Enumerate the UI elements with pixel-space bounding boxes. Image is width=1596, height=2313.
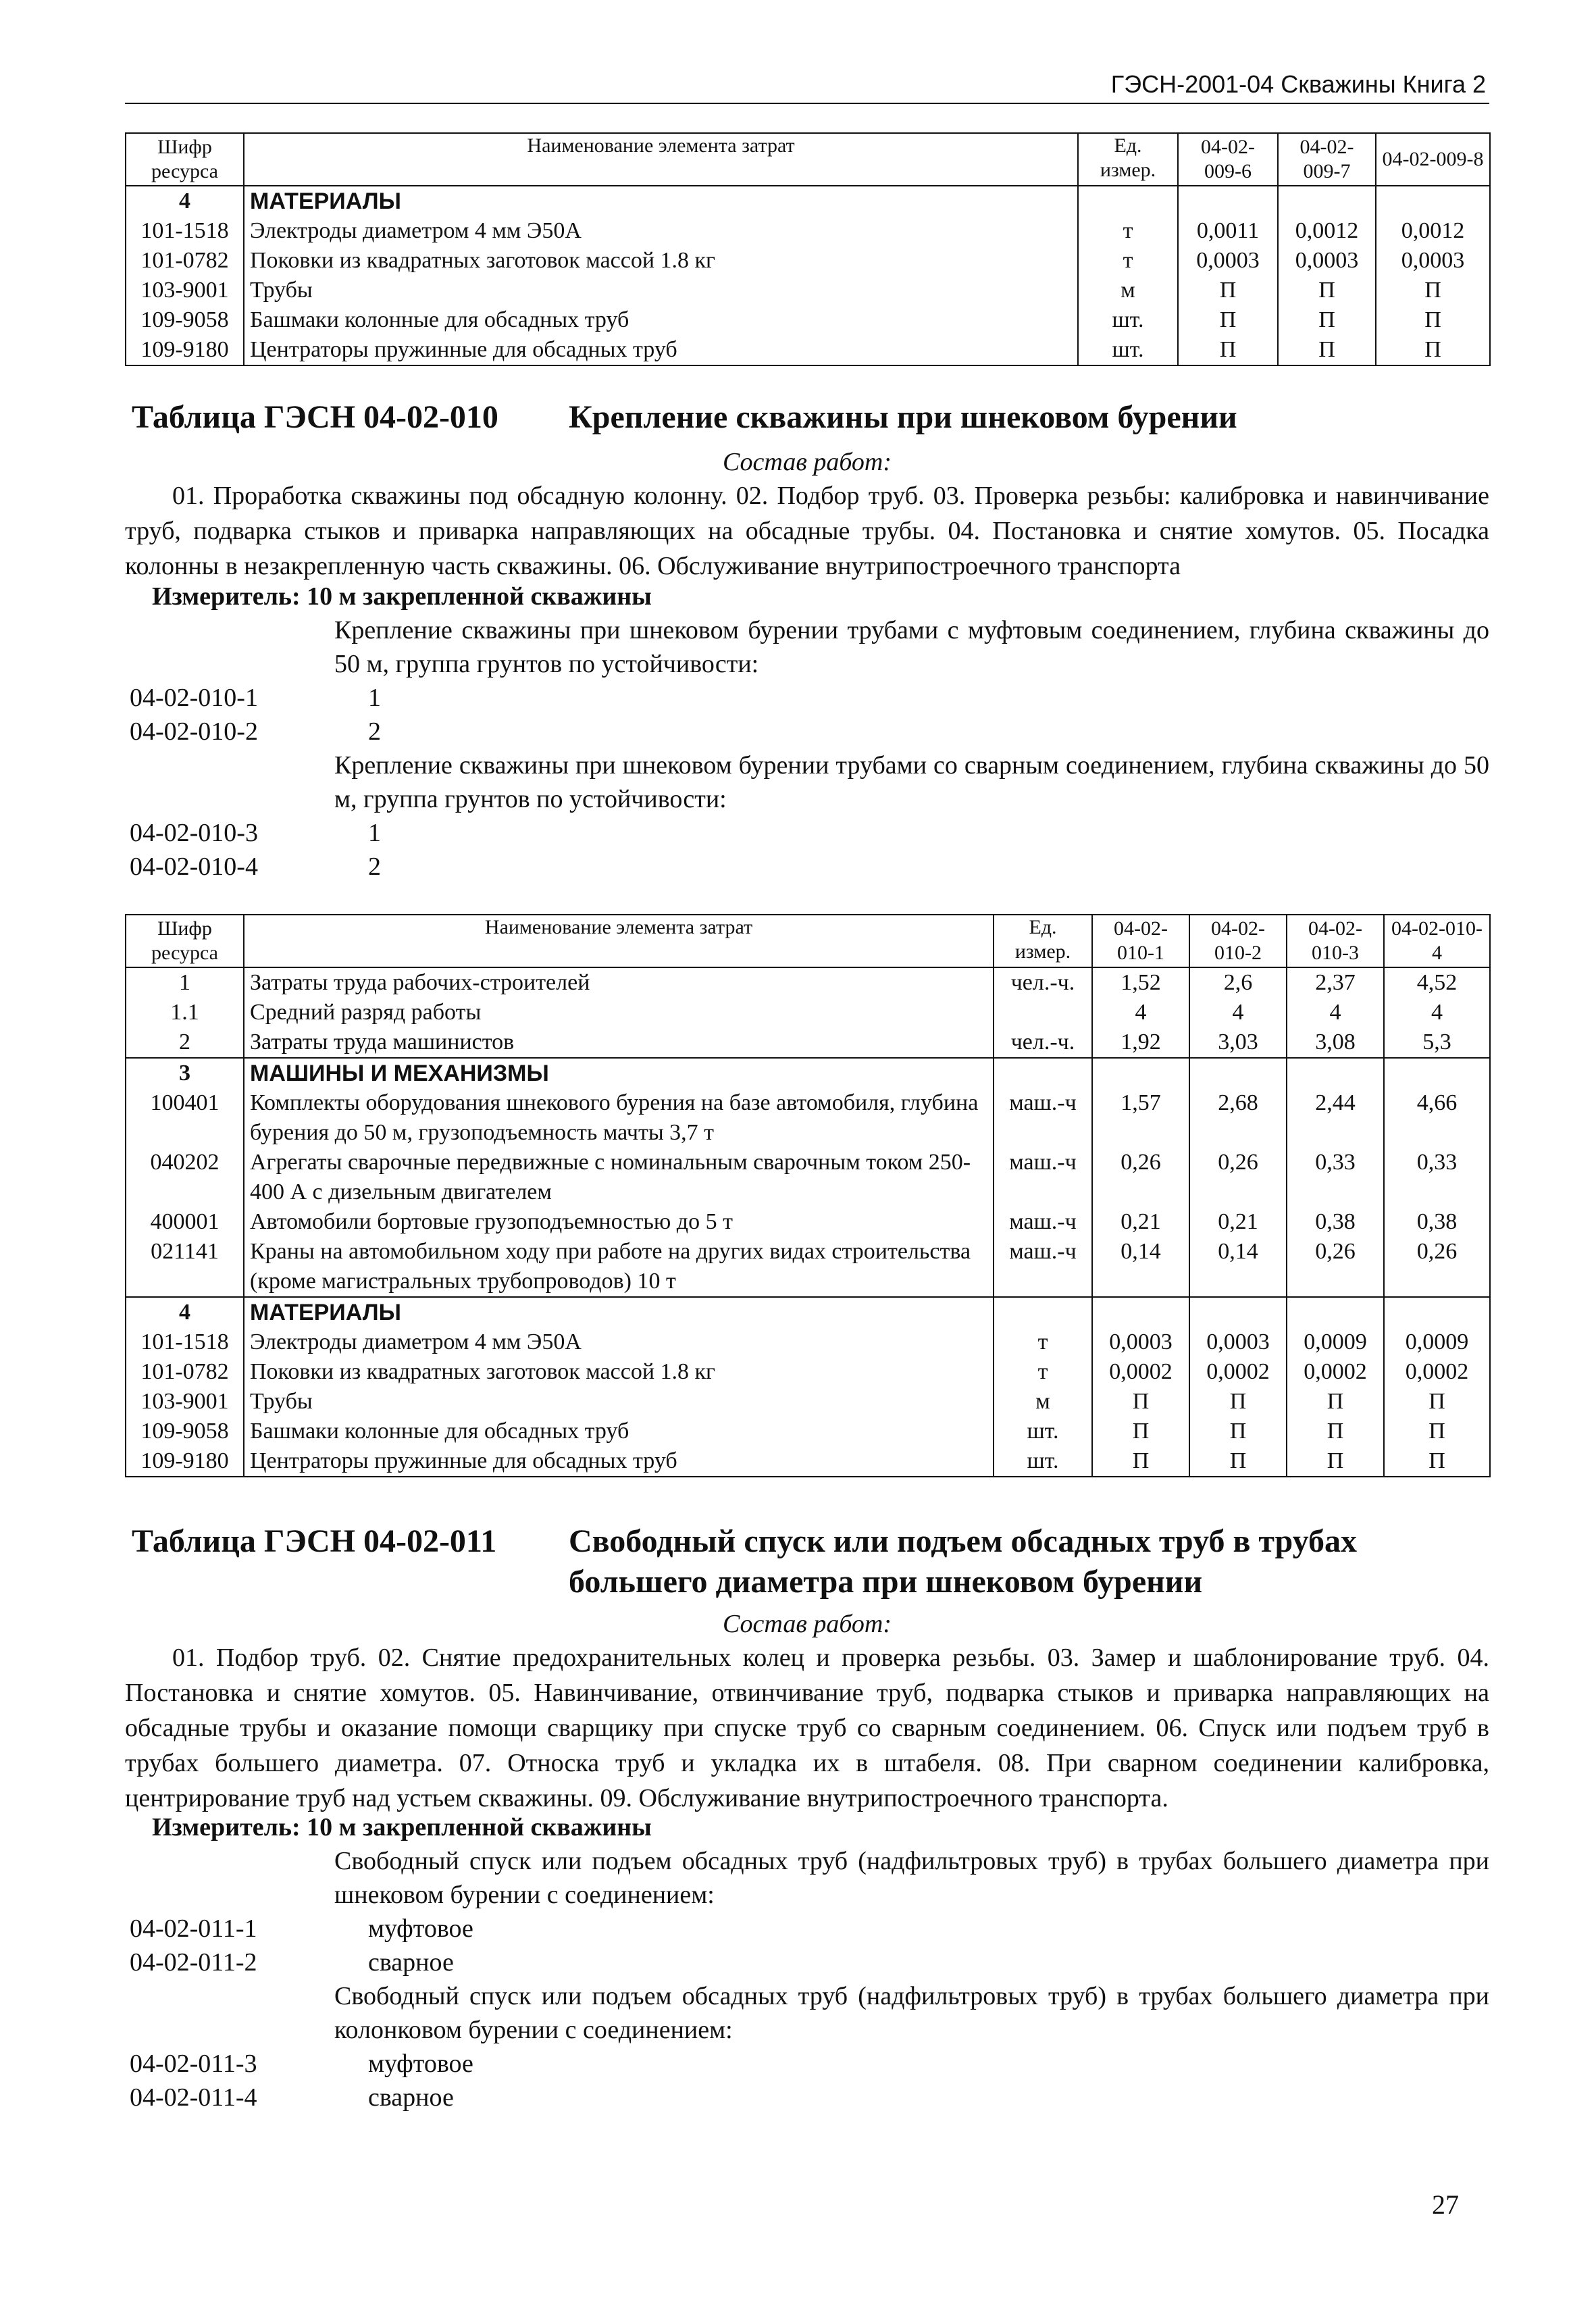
cell-value: П: [1189, 1417, 1287, 1446]
cell-value: П: [1376, 335, 1490, 365]
cell-unit: м: [994, 1387, 1092, 1417]
cell-value: П: [1178, 276, 1278, 305]
table-title-010: Крепление скважины при шнековом бурении: [569, 399, 1237, 435]
cell-value: 0,0003: [1092, 1327, 1189, 1357]
cell-value: П: [1287, 1387, 1384, 1417]
cell-value: 4: [1189, 998, 1287, 1027]
cell-unit: маш.-ч: [994, 1088, 1092, 1148]
cell-unit: шт.: [994, 1417, 1092, 1446]
cell-value: 0,0012: [1278, 216, 1376, 246]
item-value: муфтовое: [368, 1914, 473, 1943]
cell-name: Комплекты оборудования шнекового бурения на базе автомобиля, глубина бурения до 50 м, грузоподъемность мачты 3,7 т: [244, 1088, 994, 1148]
cell-value: П: [1278, 335, 1376, 365]
cell-value: 3,08: [1287, 1027, 1384, 1058]
table-row: [126, 1237, 1490, 1297]
section-title: МАШИНЫ И МЕХАНИЗМЫ: [244, 1058, 994, 1088]
cell-name: Поковки из квадратных заготовок массой 1.8 кг: [244, 1357, 994, 1387]
table-row: [126, 216, 1490, 246]
cell-value: П: [1092, 1446, 1189, 1477]
cell-value: 4: [1384, 998, 1490, 1027]
cell-value: П: [1287, 1446, 1384, 1477]
cell-value: П: [1278, 305, 1376, 335]
cell-value: П: [1189, 1387, 1287, 1417]
cell-unit: т: [994, 1327, 1092, 1357]
col-header-unit: Ед. измер.: [994, 915, 1092, 967]
col-header-norm: 04-02-009-8: [1376, 133, 1490, 186]
cell-name: Электроды диаметром 4 мм Э50А: [244, 1327, 994, 1357]
item-code: 04-02-010-3: [130, 819, 258, 847]
cell-name: Трубы: [244, 276, 1078, 305]
cell-value: 0,0002: [1287, 1357, 1384, 1387]
cell-value: 0,14: [1092, 1237, 1189, 1297]
cell-name: Центраторы пружинные для обсадных труб: [244, 335, 1078, 365]
cell-value: П: [1287, 1417, 1384, 1446]
item-code: 04-02-010-4: [130, 853, 258, 881]
section-row-materials: [126, 186, 1490, 216]
cell-code: 109-9058: [126, 1417, 244, 1446]
cell-code: 2: [126, 1027, 244, 1058]
item-code: 04-02-010-2: [130, 717, 258, 746]
item-group-description: Крепление скважины при шнековом бурении трубами с муфтовым соединением, глубина скважины до 50 м, группа грунтов по устойчивости:: [334, 616, 1489, 678]
cell-name: Краны на автомобильном ходу при работе на других видах строительства (кроме магистральных трубопроводов) 10 т: [244, 1237, 994, 1297]
item-code: 04-02-010-1: [130, 684, 258, 712]
cell-value: 0,21: [1092, 1207, 1189, 1237]
table-row: [126, 1327, 1490, 1357]
cell-value: 0,0003: [1178, 246, 1278, 276]
table-row: [126, 1387, 1490, 1417]
cell-value: 0,0011: [1178, 216, 1278, 246]
cell-value: 0,26: [1189, 1148, 1287, 1207]
cell-name: Башмаки колонные для обсадных труб: [244, 1417, 994, 1446]
cell-value: 3,03: [1189, 1027, 1287, 1058]
cell-value: П: [1384, 1446, 1490, 1477]
table-title-011-line2: большего диаметра при шнековом бурении: [569, 1564, 1203, 1600]
cell-value: 0,33: [1287, 1148, 1384, 1207]
cell-code: 101-0782: [126, 1357, 244, 1387]
cell-value: 0,38: [1384, 1207, 1490, 1237]
cell-name: Затраты труда рабочих-строителей: [244, 967, 994, 998]
cell-value: 0,33: [1384, 1148, 1490, 1207]
table-heading-011: Таблица ГЭСН 04-02-011: [132, 1523, 497, 1559]
item-value: 1: [368, 819, 381, 847]
table-row: [126, 305, 1490, 335]
cell-value: 0,0003: [1278, 246, 1376, 276]
col-header-norm: 04-02-010-4: [1384, 915, 1490, 967]
cell-value: 0,38: [1287, 1207, 1384, 1237]
table-row: [126, 1088, 1490, 1148]
header-rule: [125, 103, 1489, 104]
table-heading-010: Таблица ГЭСН 04-02-010: [132, 399, 498, 435]
cell-value: 0,14: [1189, 1237, 1287, 1297]
item-group-description: Свободный спуск или подъем обсадных труб (надфильтровых труб) в трубах большего диаметра при колонковом бурении с соединением:: [334, 1982, 1489, 2044]
page-number: 27: [1432, 2189, 1459, 2220]
item-value: 2: [368, 853, 381, 881]
section-code: 4: [126, 186, 244, 216]
table-row: [126, 276, 1490, 305]
cell-value: П: [1092, 1387, 1189, 1417]
cell-code: 400001: [126, 1207, 244, 1237]
item-code: 04-02-011-3: [130, 2050, 257, 2078]
cell-unit: шт.: [994, 1446, 1092, 1477]
cell-code: 103-9001: [126, 276, 244, 305]
table-header-row: [126, 133, 1490, 186]
col-header-code: Шифр ресурса: [126, 133, 244, 186]
resource-table-010: [125, 914, 1491, 1477]
cell-code: 021141: [126, 1237, 244, 1297]
cell-value: 0,0003: [1189, 1327, 1287, 1357]
section-row-machines: [126, 1058, 1490, 1088]
item-code: 04-02-011-2: [130, 1948, 257, 1977]
cell-value: 0,0012: [1376, 216, 1490, 246]
cell-unit: м: [1078, 276, 1178, 305]
table-row: [126, 967, 1490, 998]
cell-name: Электроды диаметром 4 мм Э50А: [244, 216, 1078, 246]
cell-value: 5,3: [1384, 1027, 1490, 1058]
meter-line: Измеритель: 10 м закрепленной скважины: [152, 1813, 652, 1841]
cell-value: 2,68: [1189, 1088, 1287, 1148]
cell-code: 100401: [126, 1088, 244, 1148]
col-header-unit: Ед. измер.: [1078, 133, 1178, 186]
item-group-description: Свободный спуск или подъем обсадных труб (надфильтровых труб) в трубах большего диаметра при шнековом бурении с соединением:: [334, 1847, 1489, 1909]
cell-name: Агрегаты сварочные передвижные с номинальным сварочным током 250-400 А с дизельным двигателем: [244, 1148, 994, 1207]
section-code: 4: [126, 1297, 244, 1327]
cell-value: П: [1178, 305, 1278, 335]
cell-value: П: [1278, 276, 1376, 305]
meter-line: Измеритель: 10 м закрепленной скважины: [152, 582, 652, 611]
col-header-name: Наименование элемента затрат: [244, 915, 994, 967]
table-header-row: [126, 915, 1490, 967]
col-header-norm: 04-02-010-1: [1092, 915, 1189, 967]
table-title-011-line1: Свободный спуск или подъем обсадных труб в трубах: [569, 1523, 1357, 1559]
cell-value: П: [1189, 1446, 1287, 1477]
item-code: 04-02-011-4: [130, 2083, 257, 2112]
cell-value: 0,26: [1384, 1237, 1490, 1297]
table-row: [126, 1357, 1490, 1387]
cell-value: 0,21: [1189, 1207, 1287, 1237]
cell-name: Средний разряд работы: [244, 998, 994, 1027]
cell-value: 4: [1287, 998, 1384, 1027]
cell-value: 0,0002: [1189, 1357, 1287, 1387]
cell-unit: чел.-ч.: [994, 1027, 1092, 1058]
resource-table-009: [125, 132, 1491, 366]
table-row: [126, 1027, 1490, 1058]
cell-unit: т: [994, 1357, 1092, 1387]
col-header-norm: 04-02-009-6: [1178, 133, 1278, 186]
cell-value: 1,57: [1092, 1088, 1189, 1148]
item-code: 04-02-011-1: [130, 1914, 257, 1943]
table-row: [126, 246, 1490, 276]
cell-code: 109-9180: [126, 335, 244, 365]
table-row: [126, 1417, 1490, 1446]
cell-value: 1,52: [1092, 967, 1189, 998]
item-value: сварное: [368, 2083, 454, 2112]
cell-code: 1.1: [126, 998, 244, 1027]
cell-value: П: [1376, 305, 1490, 335]
cell-name: Трубы: [244, 1387, 994, 1417]
cell-value: 0,26: [1092, 1148, 1189, 1207]
cell-value: 0,0002: [1092, 1357, 1189, 1387]
cell-value: П: [1384, 1387, 1490, 1417]
table-row: [126, 1207, 1490, 1237]
cell-name: Центраторы пружинные для обсадных труб: [244, 1446, 994, 1477]
cell-unit: шт.: [1078, 335, 1178, 365]
item-group-description: Крепление скважины при шнековом бурении трубами со сварным соединением, глубина скважины до 50 м, группа грунтов по устойчивости:: [334, 751, 1489, 813]
cell-value: 0,26: [1287, 1237, 1384, 1297]
work-composition-label: Состав работ:: [722, 448, 892, 476]
cell-value: П: [1178, 335, 1278, 365]
cell-code: 109-9180: [126, 1446, 244, 1477]
cell-value: 0,0003: [1376, 246, 1490, 276]
work-composition-label: Состав работ:: [722, 1610, 892, 1638]
col-header-norm: 04-02-010-2: [1189, 915, 1287, 967]
section-title: МАТЕРИАЛЫ: [244, 186, 1078, 216]
item-value: 1: [368, 684, 381, 712]
col-header-norm: 04-02-009-7: [1278, 133, 1376, 186]
table-row: [126, 1446, 1490, 1477]
cell-value: П: [1384, 1417, 1490, 1446]
cell-name: Башмаки колонные для обсадных труб: [244, 305, 1078, 335]
cell-code: 1: [126, 967, 244, 998]
cell-value: 0,0009: [1287, 1327, 1384, 1357]
section-row-materials: [126, 1297, 1490, 1327]
cell-unit: [994, 998, 1092, 1027]
table-row: [126, 1148, 1490, 1207]
cell-code: 101-1518: [126, 216, 244, 246]
cell-unit: шт.: [1078, 305, 1178, 335]
cell-value: 2,6: [1189, 967, 1287, 998]
table-row: [126, 998, 1490, 1027]
cell-value: 1,92: [1092, 1027, 1189, 1058]
cell-name: Поковки из квадратных заготовок массой 1.8 кг: [244, 246, 1078, 276]
table-row: [126, 335, 1490, 365]
section-code: 3: [126, 1058, 244, 1088]
cell-code: 040202: [126, 1148, 244, 1207]
item-value: сварное: [368, 1948, 454, 1977]
cell-value: 4: [1092, 998, 1189, 1027]
cell-unit: т: [1078, 216, 1178, 246]
work-composition-text: 01. Проработка скважины под обсадную колонну. 02. Подбор труб. 03. Проверка резьбы: калибровка и навинчивание труб, подварка стыков и приварка направляющих на обсадные трубы. 04. Постановка и снятие хомутов. 05. Посадка колонны в незакрепленную часть скважины. 06. Обслуживание внутрипостроечного транспорта: [125, 482, 1489, 580]
col-header-name: Наименование элемента затрат: [244, 133, 1078, 186]
col-header-code: Шифр ресурса: [126, 915, 244, 967]
cell-name: Затраты труда машинистов: [244, 1027, 994, 1058]
cell-value: 0,0009: [1384, 1327, 1490, 1357]
cell-code: 109-9058: [126, 305, 244, 335]
cell-unit: чел.-ч.: [994, 967, 1092, 998]
cell-unit: маш.-ч: [994, 1207, 1092, 1237]
cell-unit: маш.-ч: [994, 1237, 1092, 1297]
cell-name: Автомобили бортовые грузоподъемностью до 5 т: [244, 1207, 994, 1237]
cell-value: 2,44: [1287, 1088, 1384, 1148]
col-header-norm: 04-02-010-3: [1287, 915, 1384, 967]
cell-value: 4,52: [1384, 967, 1490, 998]
item-value: муфтовое: [368, 2050, 473, 2078]
section-title: МАТЕРИАЛЫ: [244, 1297, 994, 1327]
cell-value: 2,37: [1287, 967, 1384, 998]
cell-unit: т: [1078, 246, 1178, 276]
work-composition-text: 01. Подбор труб. 02. Снятие предохранительных колец и проверка резьбы. 03. Замер и шаблонирование труб. 04. Постановка и снятие хомутов. 05. Навинчивание, отвинчивание труб, подварка стыков и приварка направляющих на обсадные трубы и оказание помощи сварщику при спуске труб со сварным соединением. 06. Спуск или подъем труб в трубах большего диаметра. 07. Относка труб и укладка их в штабеля. 08. При сварном соединении калибровка, центрирование труб над устьем скважины. 09. Обслуживание внутрипостроечного транспорта.: [125, 1644, 1489, 1812]
cell-value: 0,0002: [1384, 1357, 1490, 1387]
cell-value: 4,66: [1384, 1088, 1490, 1148]
cell-unit: маш.-ч: [994, 1148, 1092, 1207]
running-header: ГЭСН-2001-04 Скважины Книга 2: [1110, 70, 1486, 98]
cell-value: П: [1376, 276, 1490, 305]
cell-code: 101-0782: [126, 246, 244, 276]
cell-value: П: [1092, 1417, 1189, 1446]
item-value: 2: [368, 717, 381, 746]
cell-code: 103-9001: [126, 1387, 244, 1417]
cell-code: 101-1518: [126, 1327, 244, 1357]
